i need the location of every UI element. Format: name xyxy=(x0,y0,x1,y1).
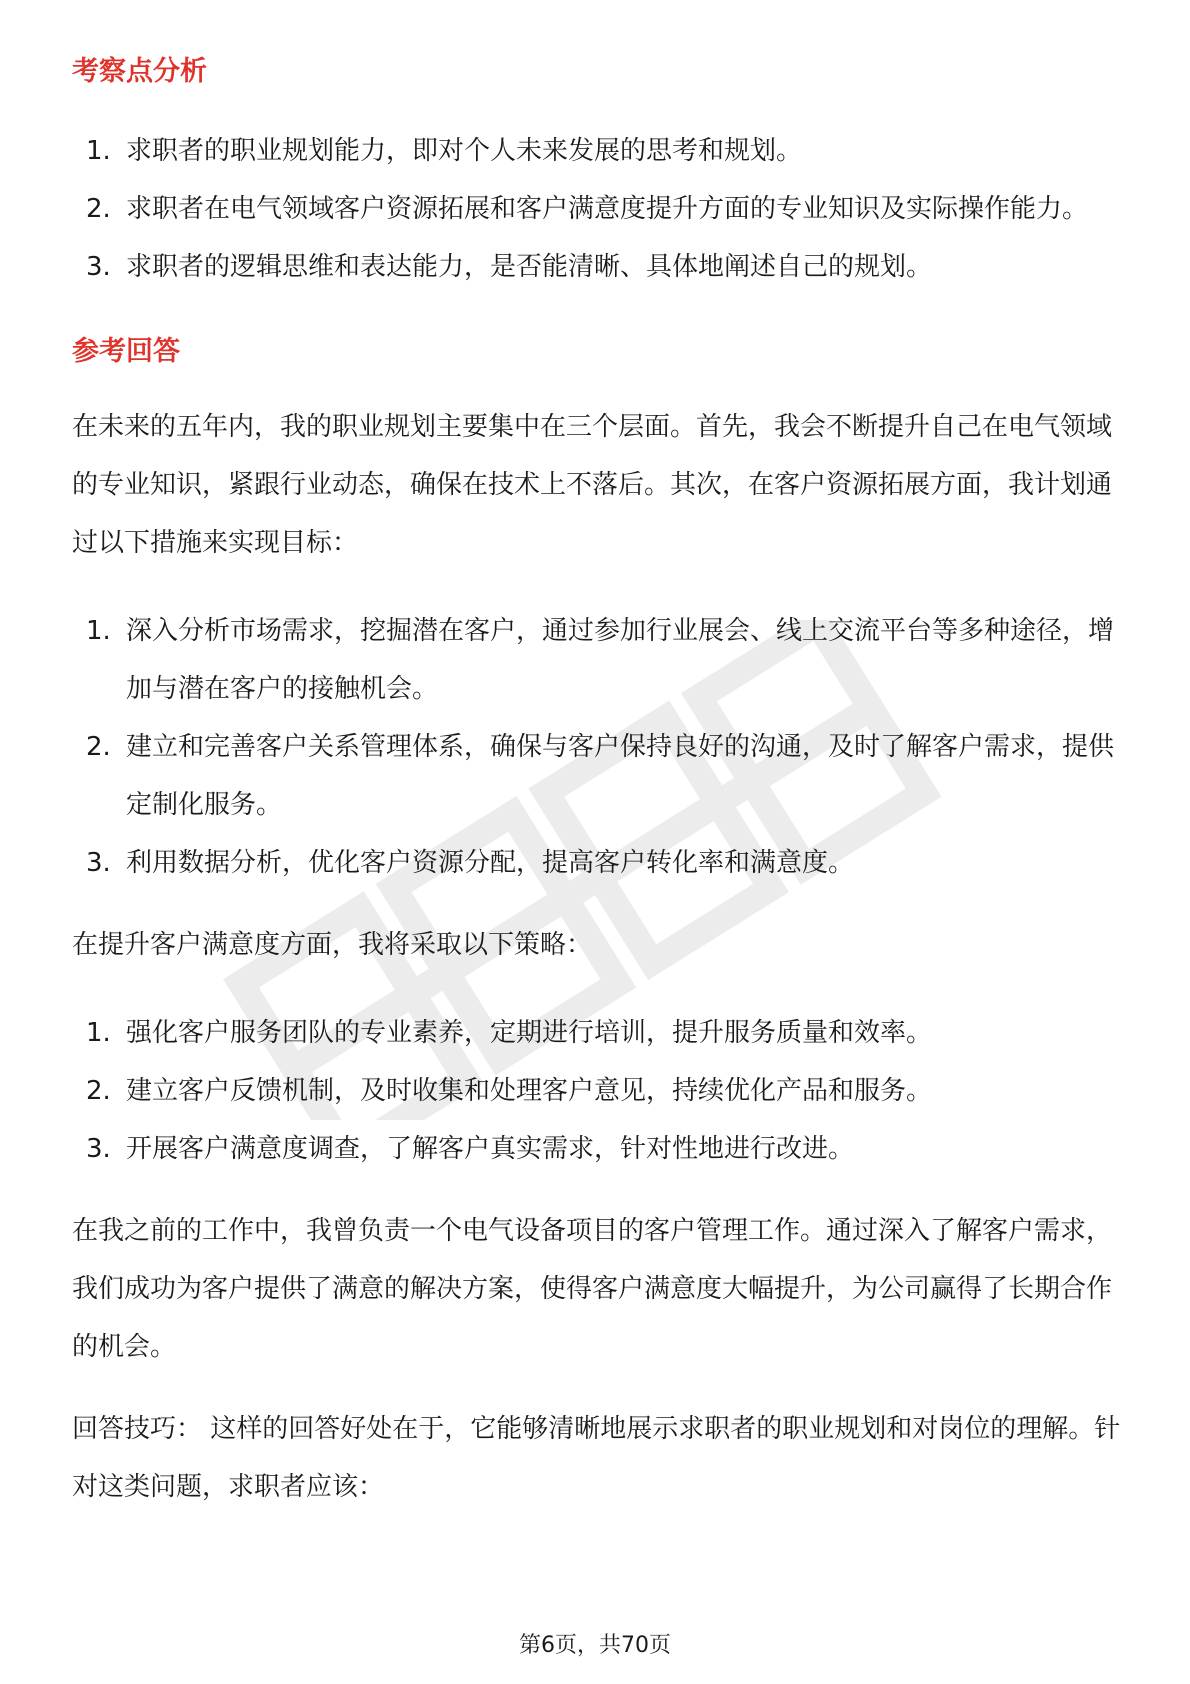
document-page xyxy=(72,38,1122,1516)
list-number: 1. xyxy=(86,136,111,166)
list-item xyxy=(72,1004,1122,1062)
tips-paragraph: 回答技巧： 这样的回答好处在于，它能够清晰地展示求职者的职业规划和对岗位的理解。针对这类问题，求职者应该： xyxy=(72,1414,1121,1502)
list-number: 2. xyxy=(86,1076,111,1106)
list-text: 强化客户服务团队的专业素养，定期进行培训，提升服务质量和效率。 xyxy=(126,1018,933,1048)
list-item xyxy=(72,1062,1122,1120)
answer-heading: 参考回答 xyxy=(72,336,180,367)
experience-paragraph: 在我之前的工作中，我曾负责一个电气设备项目的客户管理工作。通过深入了解客户需求，我们成功为客户提供了满意的解决方案，使得客户满意度大幅提升，为公司赢得了长期合作的机会。 xyxy=(72,1216,1113,1362)
list-item xyxy=(72,122,1122,180)
list-text: 求职者的职业规划能力，即对个人未来发展的思考和规划。 xyxy=(126,136,803,166)
satisfaction-list xyxy=(72,1004,1122,1178)
list-number: 1. xyxy=(86,616,111,646)
list-item xyxy=(72,718,1122,834)
analysis-heading: 考察点分析 xyxy=(72,56,207,87)
list-text: 建立客户反馈机制，及时收集和处理客户意见，持续优化产品和服务。 xyxy=(126,1076,933,1106)
expand-list xyxy=(72,602,1122,892)
list-text: 深入分析市场需求，挖掘潜在客户，通过参加行业展会、线上交流平台等多种途径，增加与潜在客户的接触机会。 xyxy=(126,616,1115,704)
answer-intro: 在未来的五年内，我的职业规划主要集中在三个层面。首先，我会不断提升自己在电气领域的专业知识，紧跟行业动态，确保在技术上不落后。其次，在客户资源拓展方面，我计划通过以下措施来实现目标： xyxy=(72,412,1113,558)
satisfaction-intro: 在提升客户满意度方面，我将采取以下策略： xyxy=(72,930,593,960)
list-item xyxy=(72,602,1122,718)
list-text: 开展客户满意度调查，了解客户真实需求，针对性地进行改进。 xyxy=(126,1134,855,1164)
list-item xyxy=(72,834,1122,892)
list-number: 3. xyxy=(86,252,111,282)
list-number: 3. xyxy=(86,848,111,878)
list-number: 2. xyxy=(86,732,111,762)
list-item xyxy=(72,238,1122,296)
list-item xyxy=(72,1120,1122,1178)
list-number: 2. xyxy=(86,194,111,224)
list-number: 3. xyxy=(86,1134,111,1164)
page-number: 第6页，共70页 xyxy=(519,1633,671,1658)
list-text: 建立和完善客户关系管理体系，确保与客户保持良好的沟通，及时了解客户需求，提供定制化服务。 xyxy=(126,732,1115,820)
list-text: 求职者在电气领域客户资源拓展和客户满意度提升方面的专业知识及实际操作能力。 xyxy=(126,194,1089,224)
list-number: 1. xyxy=(86,1018,111,1048)
list-item xyxy=(72,180,1122,238)
list-text: 利用数据分析，优化客户资源分配，提高客户转化率和满意度。 xyxy=(126,848,855,878)
analysis-list xyxy=(72,122,1122,296)
list-text: 求职者的逻辑思维和表达能力，是否能清晰、具体地阐述自己的规划。 xyxy=(126,252,933,282)
